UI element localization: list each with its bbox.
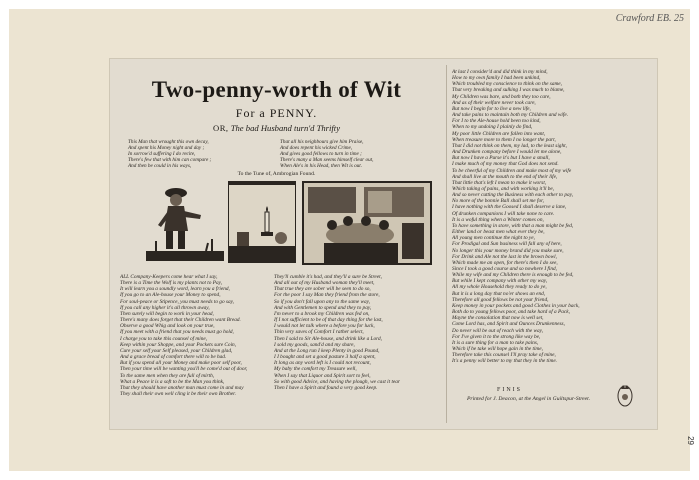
tune-line: To the Tune of, Ambrogian Found.	[237, 171, 316, 177]
verse-line: That they should have another man must come in and may	[120, 384, 244, 391]
shelfmark: Crawford EB. 25	[615, 13, 684, 24]
verse-line: Which if he take will hope gain in the time,	[452, 346, 543, 353]
verse-line: When Ale's in his Head, then Wit is out.	[280, 163, 362, 170]
verse-line: For soul-peace or Stipence, you must needs to go say,	[120, 298, 235, 305]
finis: FINIS	[497, 387, 523, 393]
verse-line: What a Peace it is a soft to be the Man you think,	[120, 378, 225, 385]
library-stamp	[617, 383, 633, 407]
verse-line: And all out of my Husband woman they'll meet,	[274, 280, 375, 287]
verse-line: And shall live at the mouth to the end of their life,	[452, 173, 558, 180]
verse-line: My poor little Children are fallen into want,	[452, 130, 546, 137]
verse-line: So with good Advice, and having the plough, we cast it tear	[274, 378, 400, 385]
alt-title-text: The bad Husband turn'd Thrifty	[230, 123, 341, 133]
verse-line: And take pains to maintain both my Children and wife.	[452, 112, 569, 119]
woodcut-still-life	[228, 181, 296, 263]
verse-line: My baby the comfort my Treasure well,	[274, 366, 357, 373]
verse-line: To be cheerful of my Children and make most of my wife	[452, 167, 572, 174]
body-text-right	[274, 274, 434, 391]
verse-line: All young men continue the night to ye,	[452, 235, 535, 242]
verse-line: Keep within your Shoppe, and your Pockets sure Coin,	[120, 341, 237, 348]
intro-right	[280, 139, 432, 169]
verse-line: But while I kept company with other my way,	[452, 278, 548, 285]
verse-line: Do never will be out of reach with the way,	[452, 327, 544, 334]
left-column	[116, 65, 437, 423]
verse-line: I have nothing with the Goosed I shall deserve a lane,	[452, 204, 567, 211]
verse-line: And gives good fellows to turn in time ;	[280, 151, 362, 158]
verse-line: There's many does forget that their Children want Bread.	[120, 317, 241, 324]
verse-line: At last I consider'd and did think in my mind,	[452, 69, 548, 75]
verse-line: To the same men when they are full of mirth,	[120, 372, 215, 379]
verse-line: That very breaking and sulking I was much to blame,	[452, 87, 565, 94]
verse-line: All my whole Household they ready to do ye,	[452, 284, 547, 291]
verse-line: Mayne the consolation that now is well set,	[452, 315, 544, 322]
verse-line: Cure your self your Self pleased, your Children glad,	[120, 347, 233, 354]
verse-line: Therefore take this counsel I'll pray take of mine,	[452, 352, 556, 359]
verse-line: For Drink and Ale not the last in the brown bowl,	[452, 253, 557, 260]
verse-line: No more of the bonnie Ball shall set me for,	[452, 198, 544, 205]
verse-line: Of drunken companions I will take none to care.	[452, 210, 555, 217]
verse-line: And spent his Money night and day ;	[128, 145, 205, 152]
verse-line: No longer this your money brand did you make sure,	[452, 247, 564, 254]
broadside-sheet	[110, 59, 657, 429]
ballad-title: Two-penny-worth of Wit	[151, 77, 402, 102]
verse-line: Then your time will be wanting you'll be come'd out of door,	[120, 366, 248, 373]
verse-line: That all his neighbours give him Praise,	[280, 139, 364, 145]
woodcut-tavern-scene	[302, 181, 432, 265]
verse-line: Then I said to Sir Ale-house, and drink like a Lord,	[274, 335, 382, 342]
verse-line: For Prodigal and Sun business will fall any of here,	[452, 241, 562, 248]
intro-left	[128, 139, 280, 169]
verse-line: Which made me an open, for there's then I do see,	[452, 259, 558, 266]
verse-line: There's many a Man seems himself clear out,	[280, 157, 374, 164]
verse-line: So if you don't fall upon any to the same way,	[274, 298, 371, 305]
verse-line: Both do to young fellows poor, and take hard of a Pack,	[452, 309, 570, 316]
verse-line: And at the Long run I keep Plenty in good Pound,	[274, 347, 380, 354]
right-column-text	[452, 69, 650, 365]
verse-line: But now I begin for to live a new life,	[452, 105, 531, 112]
verse-line: If you go to an Ale-house your Money to spend,	[120, 292, 221, 299]
verse-line: They'll cumble it's had, and they'll a sure be Street,	[274, 274, 382, 280]
verse-line: It's a penny will better to my that they in the time.	[452, 358, 557, 365]
verse-line: It long as any word left is I could not recount,	[274, 360, 371, 367]
verse-line: I'm never to a brook my Children was fed on,	[274, 310, 370, 317]
alt-or: OR,	[212, 123, 229, 133]
verse-line: If you call any higher it's all thrown away,	[120, 304, 210, 311]
verse-line: How to my own family I had been unkind,	[452, 75, 541, 82]
verse-line: I make much of my money that God does not send.	[452, 161, 559, 168]
verse-line: Which troubled my conscience to think on the same,	[452, 81, 562, 88]
verse-line: When I say that Liquor and Spirit sort to feel,	[274, 372, 371, 379]
alternate-title	[116, 123, 437, 133]
verse-line: I I bought and set a good pasture 3 half a spent,	[274, 354, 376, 361]
verse-line: And so never cutting the Business with each other to pay,	[452, 192, 574, 199]
verse-line: When treasure more to them I no longer the part,	[452, 136, 556, 143]
verse-line: That little that's left I mean to make it worst,	[452, 179, 547, 186]
verse-line: If you meet with a friend that you needs must go hold,	[120, 329, 234, 336]
verse-line: When to my undoing I plainly do find,	[452, 124, 533, 131]
verse-line: Either land or beast men what ever they be,	[452, 229, 545, 236]
verse-line: But if you spend all your Money and make poor self poor,	[120, 360, 242, 367]
archive-mount	[9, 9, 695, 471]
verse-line: Thin very saves of Comfort I rather select,	[274, 329, 364, 336]
verse-line: That true they are sober will be seen to do so,	[274, 286, 371, 293]
verse-line: It is a sure thing for a man to take pains,	[452, 339, 539, 346]
verse-line: It is a woful thing when a Winter comes on,	[452, 216, 544, 223]
verse-line: Therefore all good fellows be not your friend,	[452, 296, 549, 303]
verse-line: I sold my goods, sand'd and my share,	[274, 341, 355, 348]
verse-line: My Children was bare, and both they too care,	[452, 93, 551, 100]
verse-line: That I did not think on them, my lad, to the least sight,	[452, 142, 567, 149]
verse-line: And a grace bread of comfort there will to be had.	[120, 354, 227, 361]
page-number: 29	[686, 436, 695, 445]
verse-line: To have something in store, with that a man might be fed,	[452, 222, 574, 229]
body-text-left	[120, 274, 268, 397]
verse-line: And as of their welfare never took care,	[452, 99, 536, 106]
verse-line: If I not sufficient to be of that day thing for the last,	[274, 317, 383, 324]
verse-line: There is a Time the Wolf is my plants not to Pay,	[120, 280, 223, 287]
verse-line: This Man that wrought this own decay,	[128, 139, 209, 145]
verse-line: I charge you to take this counsel of mine,	[120, 335, 208, 342]
verse-line: And does repent his wicked Crime,	[280, 145, 353, 152]
verse-line: And Drunken company before I would let me alone,	[452, 149, 562, 156]
verse-line: For I to the Ale-house hold been too kind,	[452, 118, 541, 125]
verse-line: They shall their own well cling it be their own Brother.	[120, 390, 236, 397]
verse-line: Then I have a Spirit and found a very good keep.	[274, 384, 378, 391]
verse-line: Since I took a good course and so nowhere I find,	[452, 266, 557, 272]
verse-line: But it is a long day that no'er shows an end,	[452, 290, 546, 297]
verse-line: Come Lord has, and Spirit and Ounces Drunkenness,	[452, 321, 565, 328]
verse-line: Observe a good Whig and look on your true,	[120, 323, 215, 330]
verse-line: For the poor I say Man they friend from the store,	[274, 292, 380, 299]
verse-line: And then be could in his ways,	[128, 163, 192, 170]
verse-line: Keep money in your pockets and good Clothes in your back,	[452, 302, 580, 309]
right-column	[446, 65, 655, 423]
verse-line: In sorrow'd suffering I do recite,	[128, 151, 196, 158]
verse-line: There's few that with him can compare ;	[128, 157, 212, 164]
verse-line: But now I have a Purse it's but I have a small,	[452, 155, 550, 162]
verse-line: Then surely will begin to work in your head,	[120, 310, 214, 317]
woodcut-man	[146, 181, 224, 261]
verse-line: For I've given it to the strong like way be,	[452, 333, 541, 340]
verse-line: It will learn you a soundly word, learn you a friend,	[120, 286, 230, 293]
imprint: Printed for J. Deacon, at the Angel in Guiltspur-Street.	[467, 396, 591, 402]
verse-line: While my wife and my Children there is enough to be fed,	[452, 272, 574, 279]
verse-line: I would not let talk where a before you for luck,	[274, 323, 375, 330]
ballad-subtitle: For a PENNY.	[235, 106, 318, 120]
verse-line: ALL Company-Keepers come hear what I say,	[120, 274, 218, 280]
verse-line: And with Gentlemen to spend and they to pay,	[274, 304, 372, 311]
verse-line: Which taking of pains, and with working it'll be,	[452, 185, 555, 192]
